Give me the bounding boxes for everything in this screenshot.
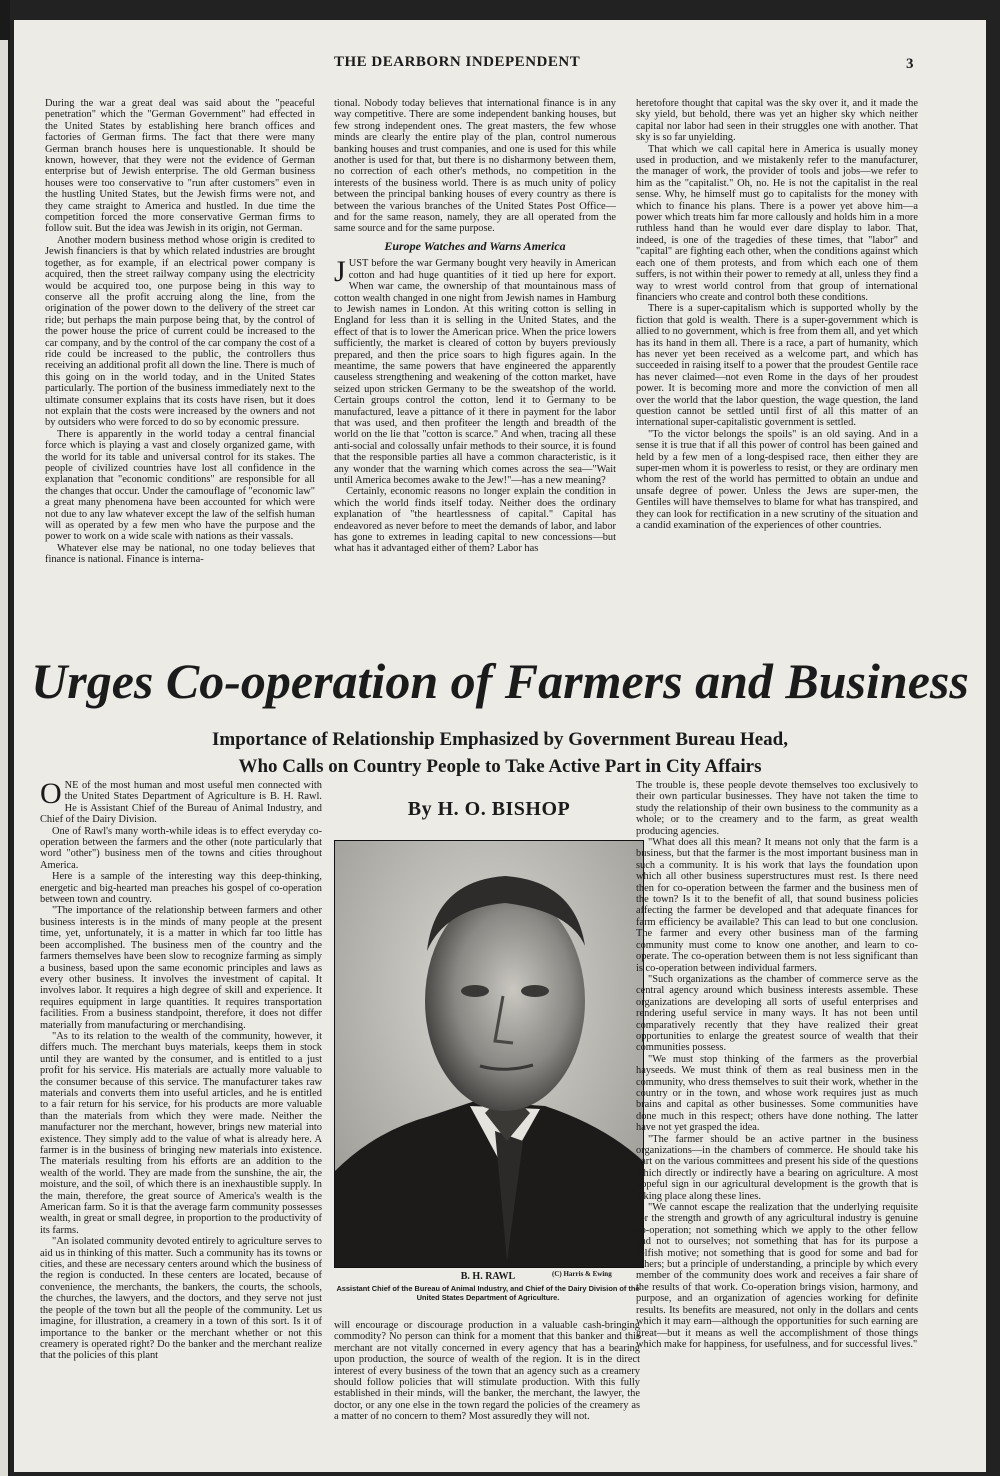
paragraph: heretofore thought that capital was the sky over it, and it made the sky yield, but behold, there was yet an higher sky which neither capital nor labor had seen in their struggles one with another. That sky is so far unyielding. — [636, 98, 918, 144]
page-number: 3 — [906, 56, 914, 72]
article-column-1 — [40, 780, 322, 1470]
paragraph: "The importance of the relationship between farmers and other business interests is in the minds of many people at the present time, yet, unfortunately, it is a matter in which far too little has been accomplished. The business men of the country and the farmers themselves have been slow to recognize farming as simply a business, based upon the same economic principles and laws as every other business. It involves the investment of capital. It involves labor. It requires a high degree of skill and experience. It requires equipment in large quantities. It requires transportation facilities. From a business standpoint, therefore, it does not differ materially from manufacturing or merchandising. — [40, 905, 322, 1031]
drop-cap: J — [334, 255, 346, 289]
paragraph: "An isolated community devoted entirely to agriculture serves to aid us in thinking of this matter. Such a community has its towns or cities, and these are necessary centers around which the business of the region is conducted. In these centers are located, because of convenience, the merchants, the bankers, the courts, the schools, the churches, the lawyers, and the doctors, and they serve not just the people of the town but all the people of the community. Let us imagine, for illustration, a creamery in a town of this sort. Is it of importance to the banker or the merchant whether or not this creamery is operated right? Do the banker and the merchant realize that the policies of this plant — [40, 1236, 322, 1362]
paragraph: "We cannot escape the realization that the underlying requisite for the strength and growth of any agricultural industry is genuine co-operation; not something which we apply to the other fellow and not to ourselves; not something that has for its purpose a selfish motive; not something that is good for some and bad for others; but a principle of understanding, a principle by which every member of the community does work and receives a fair share of the results of that work. Co-operation brings vision, harmony, and purpose, and an organization of agencies working for definite results. Its benefits are measured, not only in the dollars and cents which it may earn—although the opportunities for such earning are great—but it means as well the accomplishment of those things which make for happiness, for usefulness, and for successful lives." — [636, 1202, 918, 1350]
paragraph: That which we call capital here in America is usually money used in production, and we mistakenly refer to the manufacturer, the manager of work, the provider of tools and jobs—we refer to him as the "capitalist." Oh, no. He is not the capitalist in the real sense. Why, he himself must go to capitalists for the money with which to finance his plans. There is a power yet above him—a power which treats him far more callously and holds him in a more ruthless hand than he would ever dare display to labor. That, indeed, is one of the tragedies of these times, that "labor" and "capital" are fighting each other, when the conditions against which each one of them protests, and from which each one of them suffers, is not within their power to remedy at all, unless they find a way to wrest world control from that group of international financiers who create and control both these conditions. — [636, 143, 918, 303]
paragraph: UST before the war Germany bought very heavily in American cotton and had huge quantities of it tied up here for export. When war came, the ownership of that mountainous mass of cotton wealth changed in one night from Jewish names in Hamburg to Jewish names in London. At this writing cotton is selling in England for less than it is selling in the United States, and the effect of that is to lower the American price. When the price lowers sufficiently, the market is cleared of cotton by buyers previously prepared, and then the price soars to high figures again. In the meantime, the same powers that have engineered the apparently causeless strengthening and weakening of the cotton market, have seized upon stricken Germany to be the sweatshop of the world. Certain groups control the cotton, lend it to Germany to be manufactured, leave a pittance of it there in payment for the labor that was used, and then profiteer the length and breadth of the world on the lie that "cotton is scarce." And when, tracing all these anti-social and colossally unfair methods to their source, it is found that the responsible parties all have a common characteristic, is it any wonder that the warning which comes across the sea—"Wait until America becomes awake to the Jew!"—has a new meaning? — [334, 258, 616, 486]
portrait-image — [335, 841, 643, 1267]
top-article-column-2 — [334, 98, 616, 618]
paragraph: NE of the most human and most useful men connected with the United States Department of Agriculture is B. H. Rawl. He is Assistant Chief of the Bureau of Animal Industry, and Chief of the Dairy Division. — [40, 780, 322, 826]
paragraph: Another modern business method whose origin is credited to Jewish financiers is that by which related industries are brought together, as for example, if an electrical power company is acquired, then the street railway company using the electricity would be acquired too, one purpose being in this way to conserve all the profit accruing along the line, from the origination of the power down to the delivery of the street car ride; but perhaps the main purpose being that, by the control of the power house the price of current could be increased to the car company, and by the control of the car company the cost of a ride could be increased to the public, the controllers thus receiving an additional profit all down the line. There is much of this going on in the world today, and in the United States particularly. The portion of the business immediately next to the ultimate consumer explains that its costs have risen, but it does not explain that the costs were increased by the owners and not by outsiders who were forced to do so by economic pressure. — [45, 234, 315, 429]
paragraph: "We must stop thinking of the farmers as the proverbial hayseeds. We must think of them as real business men in the community, who dress themselves to suit their work, whether in the country or in the town, and whose work requires just as much brains and capital as other businesses. Some communities have done much in this respect; others have done nothing. The latter have not yet grasped the idea. — [636, 1053, 918, 1134]
paragraph: "What does all this mean? It means not only that the farm is a business, but that the farmer is the most important business man in such a community. It is his work that lays the foundation upon which all other business superstructures must rest. Is there need then for co-operation between the farmer and the business men of the town? Is it to the benefit of all, that sound business policies affecting the farmer be developed and that adequate finances for farm efficiency be available? This can lead to but one conclusion. The farmer and every other business man of the farming community must come to know one another, and learn to co-operate. The co-operation between them is not less significant than is co-operation between individual farmers. — [636, 837, 918, 974]
newspaper-page — [14, 20, 986, 1472]
photo-caption: Assistant Chief of the Bureau of Animal Industry, and Chief of the Dairy Division of the United States Department of Agriculture. — [336, 1284, 640, 1302]
previous-page-strip — [0, 40, 8, 1476]
paragraph: Certainly, economic reasons no longer explain the condition in which the world finds itself today. Neither does the ordinary explanation of "the heartlessness of capital." Capital has endeavored as never before to meet the demands of labor, and labor has gone to extremes in leading capital to new concessions—but what has it advantaged either of them? Labor has — [334, 486, 616, 555]
paragraph: There is apparently in the world today a central financial force which is playing a vast and closely organized game, with the world for its table and universal control for its stakes. The people of civilized countries have lost all confidence in the explanation that "economic conditions" are responsible for all the changes that occur. Under the camouflage of "economic law" a great many phenomena have been accounted for which were not due to any law whatever except the law of the selfish human will as operated by a few men who have the purpose and the power to work on a wide scale with nations as their vassals. — [45, 428, 315, 543]
paragraph: "The farmer should be an active partner in the business organizations—in the chambers of commerce. He should take his part on the various committees and present his side of the questions which directly or indirectly have a bearing on agriculture. A most hopeful sign in our agricultural development is the growth that is taking place along these lines. — [636, 1133, 918, 1202]
section-subhead: Europe Watches and Warns America — [384, 238, 566, 253]
article-column-2 — [334, 1320, 640, 1470]
paragraph: "Such organizations as the chamber of commerce serve as the central agency around which business interests assemble. These organizations are developing all sorts of useful enterprises and rendering useful service in many ways. It has not been until comparatively recently that they have realized their great opportunities to enlarge the greatest source of wealth that their communities possess. — [636, 973, 918, 1054]
deck-line: Who Calls on Country People to Take Active Part in City Affairs — [238, 756, 762, 777]
paragraph: "To the victor belongs the spoils" is an old saying. And in a sense it is true that if all this power of control has been gained and held by a few men of a long-despised race, then either they are super-men whom it is powerless to resist, or they are ordinary men whom the rest of the world has permitted to obtain an undue and unsafe degree of power. Unless the Jews are super-men, the Gentiles will have themselves to blame for what has transpired, and they can look for rectification in a new scrutiny of the situation and a candid examination of the experiences of other countries. — [636, 428, 918, 532]
photo-name: B. H. RAWL — [460, 1271, 516, 1282]
article-headline: Urges Co-operation of Farmers and Business — [31, 653, 969, 709]
portrait-photo — [334, 840, 644, 1268]
photo-credit: (C) Harris & Ewing — [552, 1270, 612, 1278]
article-column-3 — [636, 780, 918, 1470]
paragraph: "As to its relation to the wealth of the community, however, it differs much. The merchant buys materials, keeps them in stock until they are wanted by the consumer, and is entitled to a just profit for his service. His materials are actually more valuable to the consumer because of this service. The manufacturer takes raw materials and converts them into useful articles, and he is entitled to a fair return for his service, for his products are more valuable than the materials from which they were made. Neither the manufacturer nor the merchant, however, brings new material into existence. They simply add to the value of what is already here. A farmer is in the business of bringing new materials into existence. The materials resulting from his efforts are an addition to the wealth of the world. They are made from the sunshine, the air, the moisture, and the soil, of which there is an inexhaustible supply. In the main, therefore, the great source of America's wealth is the American farm. So it is that the average farm community possesses wealth, in great or small degree, in proportion to the productivity of its farms. — [40, 1030, 322, 1236]
paragraph: Whatever else may be national, no one today believes that finance is national. Finance is interna- — [45, 542, 315, 566]
top-article-column-1 — [45, 98, 315, 618]
paragraph: There is a super-capitalism which is supported wholly by the fiction that gold is wealth. There is a super-government which is allied to no government, which is free from them all, and yet which has its hand in them all. There is a race, a part of humanity, which has never yet been received as a welcome part, and which has succeeded in raising itself to a power that the proudest Gentile race has never claimed—not even Rome in the days of her proudest power. It is becoming more and more the conviction of men all over the world that the labor question, the wage question, the land question cannot be settled until first of all this matter of an international super-capitalistic government is settled. — [636, 303, 918, 429]
paragraph: One of Rawl's many worth-while ideas is to effect everyday co-operation between the farmers and the other (note particularly that word "other") business men of the towns and cities throughout America. — [40, 825, 322, 871]
masthead: THE DEARBORN INDEPENDENT — [334, 54, 581, 70]
deck-line: Importance of Relationship Emphasized by Government Bureau Head, — [211, 729, 788, 750]
drop-cap: O — [40, 780, 62, 810]
article-deck — [14, 726, 986, 780]
paragraph: During the war a great deal was said about the "peaceful penetration" which the "German Government" had effected in the United States by establishing here branch offices and factories of German firms. The fact that there were many German branch houses here is unquestionable. It should be known, however, that they were not the evidence of German enterprise but of Jewish enterprise. The old German business houses were too conservative to "run after customers" even in the hustling United States, but the Jewish firms were not, and they came straight to America and hustled. In due time the competition forced the more conservative German firms to follow suit. But the idea was Jewish in its origin, not German. — [45, 98, 315, 235]
top-article-column-3 — [636, 98, 918, 618]
paragraph: will encourage or discourage production in a valuable cash-bringing commodity? No person can think for a moment that this banker and this merchant are not vitally concerned in every agency that has a bearing upon production, the source of wealth of the region. It is in the direct interest of every business of the town that an agency such as a creamery should follow policies that will stimulate production. With this fully established in their minds, will the banker, the merchant, the lawyer, the doctor, or any one else in the town regard the policies of the creamery as a matter of no concern to them? Most assuredly they will not. — [334, 1320, 640, 1423]
byline: By H. O. BISHOP — [407, 798, 571, 820]
paragraph: tional. Nobody today believes that international finance is in any way competitive. There are some independent banking houses, but few strong independent ones. The great masters, the few whose minds are clearly the entire play of the plan, control numerous banking houses and trust companies, and one is used for this while another is used for that, but there is no disharmony between them, no correction of each other's methods, no competition in the interests of the business world. There is as much unity of policy between the principal banking houses of every country as there is between the various branches of the United States Post Office—and for the same reason, namely, they are all operated from the same source and for the same purpose. — [334, 98, 616, 235]
paragraph: Here is a sample of the interesting way this deep-thinking, energetic and big-hearted man preaches his gospel of co-operation between town and country. — [40, 871, 322, 906]
paragraph: The trouble is, these people devote themselves too exclusively to their own particular businesses. They have not taken the time to study the relationship of their own business to the community as a whole; or to the creamery and to the farm, as great wealth producing agencies. — [636, 780, 918, 837]
